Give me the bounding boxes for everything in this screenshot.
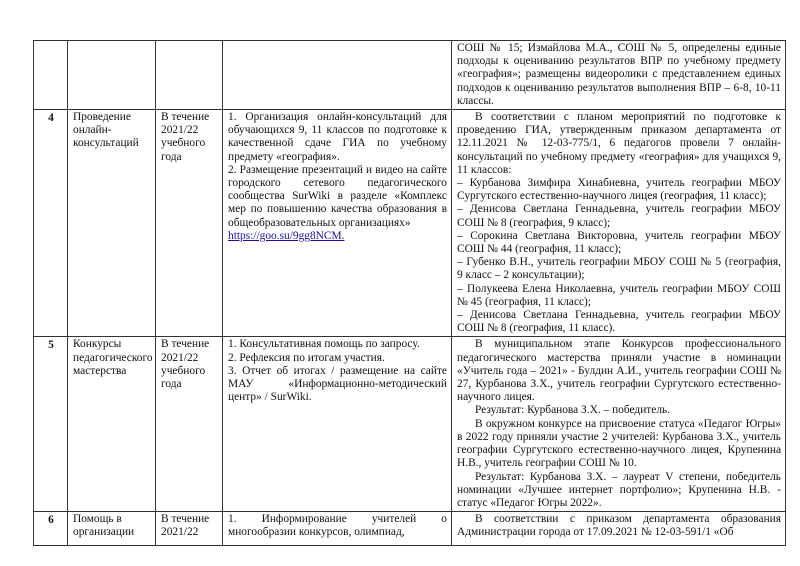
result-item: – Губенко В.Н., учитель географии МБОУ СОШ № 5 (география, 9 класс – 2 консультации); bbox=[457, 256, 781, 282]
cell-results bbox=[452, 41, 786, 110]
action-item: 1. Консультативная помощь по запросу. bbox=[228, 338, 420, 351]
surwiki-link[interactable]: https://goo.su/9gg8NCM. bbox=[228, 229, 345, 242]
cell-period: В течение 2021/22 учебного года bbox=[156, 110, 223, 337]
result-item: – Полукеева Елена Николаевна, учитель географии МБОУ СОШ № 45 (география, 11 класс); bbox=[457, 282, 781, 308]
action-item: 1. Информирование учителей о многообразии конкурсов, олимпиад, bbox=[228, 513, 447, 539]
table-row-continued bbox=[34, 41, 786, 110]
cell-num bbox=[34, 41, 68, 110]
cell-period: В течение 2021/22 учебного года bbox=[156, 337, 223, 512]
result-paragraph: В соответствии с приказом департамента образования Администрации города от 17.09.2021 № 12-03-591/1 «Об bbox=[457, 513, 781, 539]
cell-actions bbox=[223, 512, 452, 546]
action-item: 1. Организация онлайн-консультаций для обучающихся 9, 11 классов по подготовке к качественной сдаче ГИА по учебному предмету «география». bbox=[228, 111, 447, 163]
cell-period: В течение 2021/22 bbox=[156, 512, 223, 546]
cell-actions bbox=[223, 110, 452, 337]
result-paragraph: СОШ № 15; Измайлова М.А., СОШ № 5, определены единые подходы к оцениванию результатов ВПР по учебному предмету «география»; размещены видеоролики с представлением единых подходов к оцениванию результатов выполнения ВПР – 6-8, 10-11 классы. bbox=[457, 42, 781, 107]
action-item: 3. Отчет об итогах / размещение на сайте МАУ «Информационно-методический центр» / SurWiki. bbox=[228, 364, 447, 404]
result-item: – Курбанова Зимфира Хинабиевна, учитель географии МБОУ Сургутского естественно-научного лицея (география, 11 класс); bbox=[457, 177, 781, 203]
table-row-4 bbox=[34, 110, 786, 337]
result-paragraph: В окружном конкурсе на присвоение статуса «Педагог Югры» в 2022 году приняли участие 2 учителей: Курбанова З.Х., учитель географии Сургутского естественно-научного лицея, Крупенина Н.В., учитель географии СОШ № 10. bbox=[457, 417, 781, 470]
cell-event: Конкурсы педагогического мастерства bbox=[68, 337, 156, 512]
result-item: – Денисова Светлана Геннадьевна, учитель географии МБОУ СОШ № 8 (география, 9 класс); bbox=[457, 203, 781, 229]
cell-num: 4 bbox=[34, 110, 68, 337]
cell-results bbox=[452, 337, 786, 512]
table-row-6 bbox=[34, 512, 786, 546]
cell-actions bbox=[223, 41, 452, 110]
cell-event: Проведение онлайн-консультаций bbox=[68, 110, 156, 337]
cell-event: Помощь в организации bbox=[68, 512, 156, 546]
result-paragraph: В муниципальном этапе Конкурсов профессионального педагогического мастерства приняли участие в номинации «Учитель года – 2021» - Булдин А.И., учитель географии СОШ № 27, Курбанова З.Х., учитель географии Сургутского естественно-научного лицея. bbox=[457, 338, 781, 404]
cell-results bbox=[452, 512, 786, 546]
report-table bbox=[33, 40, 786, 546]
cell-period bbox=[156, 41, 223, 110]
result-paragraph: В соответствии с планом мероприятий по подготовке к проведению ГИА, утвержденным приказом департамента от 12.11.2021 № 12-03-775/1, 6 педагогов провели 7 онлайн-консультаций по учебному предмету «география» для учащихся 9, 11 классов: bbox=[457, 111, 781, 176]
cell-actions bbox=[223, 337, 452, 512]
cell-num: 5 bbox=[34, 337, 68, 512]
action-item: 2. Рефлексия по итогам участия. bbox=[228, 351, 385, 364]
cell-results bbox=[452, 110, 786, 337]
action-item: 2. Размещение презентаций и видео на сайте городского сетевого педагогического сообщества SurWiki в разделе «Комплекс мер по повышению качества образования в общеобразовательных организациях» bbox=[228, 163, 447, 229]
result-item: – Сорокина Светлана Викторовна, учитель географии МБОУ СОШ № 44 (география, 11 класс); bbox=[457, 229, 781, 256]
table-row-5 bbox=[34, 337, 786, 512]
result-paragraph: Результат: Курбанова З.Х. – победитель. bbox=[475, 404, 671, 417]
cell-num: 6 bbox=[34, 512, 68, 546]
result-item: – Денисова Светлана Геннадьевна, учитель географии МБОУ СОШ № 8 (география, 11 класс). bbox=[457, 309, 781, 335]
cell-event bbox=[68, 41, 156, 110]
result-paragraph: Результат: Курбанова З.Х. – лауреат V степени, победитель номинации «Лучшее интернет портфолио»; Крупенина Н.В. - статус «Педагог Югры 2022». bbox=[457, 470, 781, 509]
